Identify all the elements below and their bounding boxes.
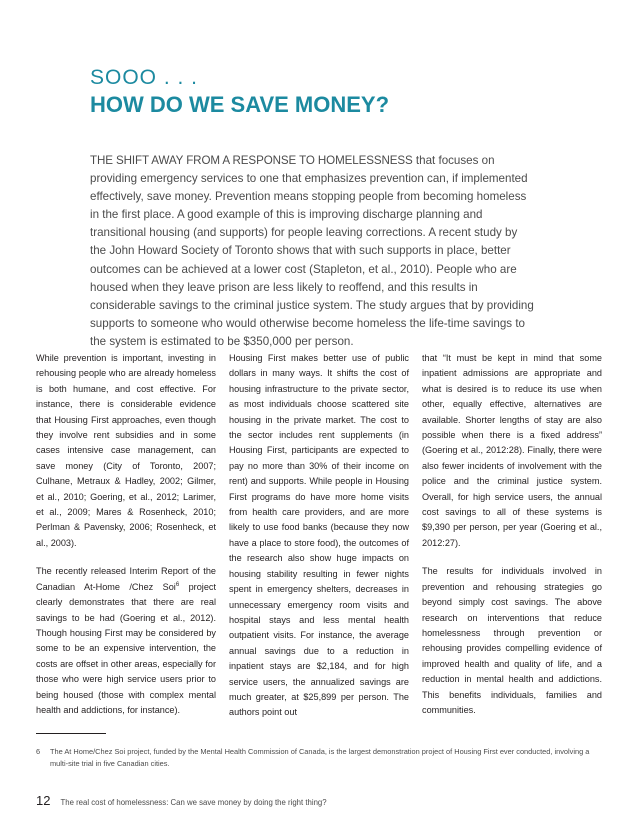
footnote-reference: 6 — [175, 581, 180, 588]
footnote-divider — [36, 733, 106, 734]
body-columns — [36, 351, 602, 734]
page-title: HOW DO WE SAVE MONEY? — [90, 92, 390, 117]
intro-paragraph — [90, 152, 536, 351]
footnote — [36, 746, 596, 770]
column-1-paragraph-2-start: The recently released Interim Report of the Canadian At-Home /Chez Soi — [36, 566, 216, 592]
page-number: 12 — [36, 793, 51, 808]
column-1-paragraph-1: While prevention is important, investing in rehousing people who are already homeless is both humane, and cost effective. For instance, there is considerable evidence that Housing First approaches, even though they involve rent subsidies and in some cases intensive case management, can save money (City of Toronto, 2007; Culhane, Metraux & Hadley, 2002; Gilmer, et al., 2010; Goering, et al., 2012; Larimer, et al., 2009; Mares & Rosenheck, 2010; Perlman & Pavensky, 2006; Rosenheck, et al., 2003). — [36, 353, 216, 548]
column-2-paragraph-1: Housing First makes better use of public dollars in many ways. It shifts the cost of housing infrastructure to the private sector, as most individuals choose scattered site housing in the private market. The cost to the sector includes rent supplements (in Housing First, participants are expected to pay no more than 30% of their income on rent) and supports. While people in Housing First programs do have more home visits from health care providers, and are more likely to use food banks (because they now have a place to store food), the outcomes of the research also show huge impacts on housing stability resulting in fewer nights spent in emergency shelters, decreases in unnecessary emergency room visits and hospital stays and less mental health outpatient visits. For instance, the average annual savings due to a reduction in inpatient stays are $2,184, and for high service users, the annualized savings are much greater, at $25,899 per person. The authors point out — [229, 353, 409, 718]
intro-lead: THE SHIFT AWAY FROM A RESPONSE TO HOMELESSNESS — [90, 154, 413, 167]
column-1 — [36, 351, 216, 734]
section-kicker: SOOO . . . — [90, 66, 199, 89]
column-3-paragraph-2: The results for individuals involved in prevention and rehousing strategies go beyond simply cost savings. The above research on interventions that reduce homelessness through prevention or rehousing provides compelling evidence of improved health and quality of life, and a reduction in mental health and addictions. This benefits individuals, families and communities. — [422, 566, 602, 715]
footnote-text: The At Home/Chez Soi project, funded by the Mental Health Commission of Canada, is the largest demonstration project of Housing First ever conducted, involving a multi-site trial in five Canadian cities. — [50, 747, 590, 768]
column-1-paragraph-2 — [36, 564, 216, 718]
column-2 — [229, 351, 409, 734]
column-3-paragraph-1: that “It must be kept in mind that some inpatient admissions are appropriate and what is desired is to reduce its use when other, equally effective, alternatives are available. Shorter lengths of stay are also possible when there is a fixed address” (Goering et al., 2012:28). Finally, there were also fewer incidents of involvement with the police and the criminal justice system. Overall, for high service users, the annual cost savings to all of these systems is $9,390 per person, per year (Goering et al., 2012:27). — [422, 353, 602, 548]
intro-body: that focuses on providing emergency services to one that emphasizes prevention can, if implemented effectively, save money. Prevention means stopping people from becoming homeless in the first place. A good example of this is improving discharge planning and transitional housing (and supports) for people leaving corrections. A recent study by the John Howard Society of Toronto shows that with such supports in place, better outcomes can be achieved at a lower cost (Stapleton, et al., 2010). People who are housed when they leave prison are less likely to reoffend, and this results in considerable savings to the criminal justice system. The study argues that by providing supports to someone who would otherwise become homeless the life-time savings to the system is estimated to be $350,000 per person. — [90, 154, 534, 348]
footnote-number: 6 — [36, 747, 41, 756]
footer-title: The real cost of homelessness: Can we save money by doing the right thing? — [60, 798, 327, 807]
column-3 — [422, 351, 602, 734]
column-1-paragraph-2-end: project clearly demonstrates that there are real savings to be had (Goering et al., 2012). Though housing First may be considered by some to be an expensive intervention, the costs are offset in other areas, especially for those who were high service users prior to being housed (those with complex mental health and addictions, for instance). — [36, 581, 216, 715]
page-footer — [36, 793, 327, 808]
